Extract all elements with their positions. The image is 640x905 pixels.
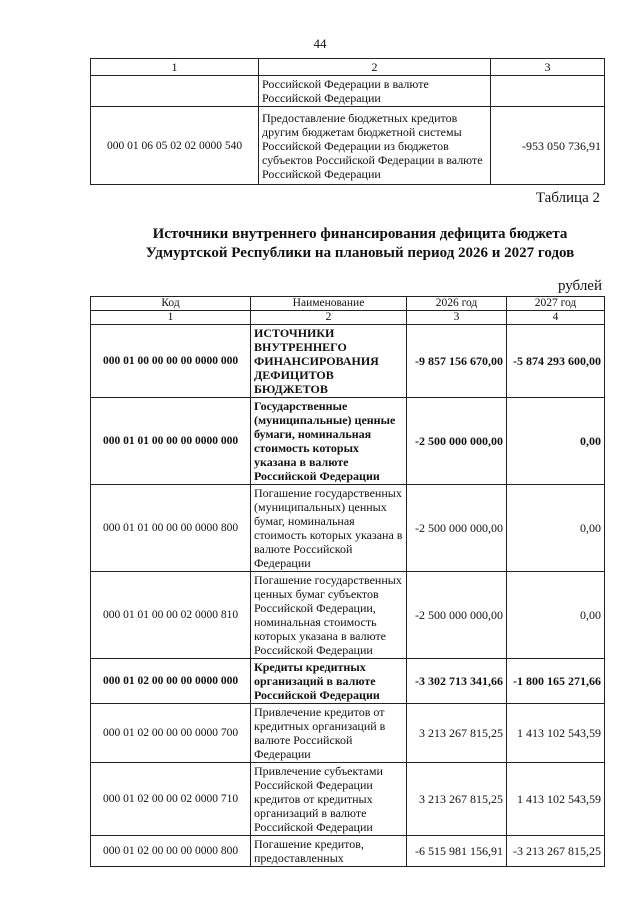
name-cell: Привлечение кредитов от кредитных организаций в валюте Российской Федерации	[251, 704, 407, 763]
value-2026: -2 500 000 000,00	[407, 572, 507, 659]
name-cell: Российской Федерации в валюте Российской Федерации	[259, 76, 491, 107]
value-2026: 3 213 267 815,25	[407, 763, 507, 836]
continued-table	[90, 58, 605, 185]
table-row	[91, 763, 605, 836]
table-title	[100, 225, 620, 263]
code-cell: 000 01 01 00 00 00 0000 000	[91, 398, 251, 485]
table-row	[91, 572, 605, 659]
column-number: 3	[407, 311, 507, 325]
name-cell: Привлечение субъектами Российской Федерации кредитов от кредитных организаций в валюте Российской Федерации	[251, 763, 407, 836]
value-2027: -1 800 165 271,66	[507, 659, 605, 704]
value-2027: 0,00	[507, 398, 605, 485]
name-cell: Погашение государственных ценных бумаг субъектов Российской Федерации, номинальная стоимость которых указана в валюте Российской Федерации	[251, 572, 407, 659]
code-cell: 000 01 01 00 00 02 0000 810	[91, 572, 251, 659]
value-2026: -2 500 000 000,00	[407, 398, 507, 485]
code-cell	[91, 76, 259, 107]
unit-label: рублей	[557, 278, 602, 294]
name-cell: Погашение государственных (муниципальных) ценных бумаг, номинальная стоимость которых указана в валюте Российской Федерации	[251, 485, 407, 572]
value-2027: -5 874 293 600,00	[507, 325, 605, 398]
table-row	[91, 76, 605, 107]
value-cell: -953 050 736,91	[491, 107, 605, 185]
table-row	[91, 107, 605, 185]
table-row	[91, 398, 605, 485]
table-row	[91, 836, 605, 867]
header-cell: 2	[259, 59, 491, 76]
page-number: 44	[313, 36, 327, 51]
header-cell: 3	[491, 59, 605, 76]
title-line: Удмуртской Республики на плановый период 2026 и 2027 годов	[145, 245, 575, 261]
name-cell: Погашение кредитов, предоставленных	[251, 836, 407, 867]
table-label: Таблица 2	[535, 190, 600, 206]
column-number: 4	[507, 311, 605, 325]
value-2026: -2 500 000 000,00	[407, 485, 507, 572]
header-cell: Код	[91, 297, 251, 311]
value-2027: 0,00	[507, 572, 605, 659]
header-cell: Наименование	[251, 297, 407, 311]
financing-sources-table	[90, 296, 605, 867]
value-2026: -9 857 156 670,00	[407, 325, 507, 398]
value-2027: -3 213 267 815,25	[507, 836, 605, 867]
code-cell: 000 01 00 00 00 00 0000 000	[91, 325, 251, 398]
value-2026: 3 213 267 815,25	[407, 704, 507, 763]
name-cell: Государственные (муниципальные) ценные бумаги, номинальная стоимость которых указана в валюте Российской Федерации	[251, 398, 407, 485]
code-cell: 000 01 02 00 00 02 0000 710	[91, 763, 251, 836]
value-2027: 1 413 102 543,59	[507, 763, 605, 836]
name-cell: Кредиты кредитных организаций в валюте Российской Федерации	[251, 659, 407, 704]
value-2027: 1 413 102 543,59	[507, 704, 605, 763]
header-cell: 2027 год	[507, 297, 605, 311]
title-line: Источники внутреннего финансирования дефицита бюджета	[152, 226, 568, 242]
header-cell: 1	[91, 59, 259, 76]
value-2027: 0,00	[507, 485, 605, 572]
table-row	[91, 325, 605, 398]
column-number-row	[91, 311, 605, 325]
value-2026: -6 515 981 156,91	[407, 836, 507, 867]
code-cell: 000 01 01 00 00 00 0000 800	[91, 485, 251, 572]
column-number: 1	[91, 311, 251, 325]
column-number: 2	[251, 311, 407, 325]
code-cell: 000 01 02 00 00 00 0000 700	[91, 704, 251, 763]
header-cell: 2026 год	[407, 297, 507, 311]
code-cell: 000 01 02 00 00 00 0000 000	[91, 659, 251, 704]
value-2026: -3 302 713 341,66	[407, 659, 507, 704]
value-cell	[491, 76, 605, 107]
table-header-row	[91, 59, 605, 76]
table-row	[91, 659, 605, 704]
name-cell: ИСТОЧНИКИ ВНУТРЕННЕГО ФИНАНСИРОВАНИЯ ДЕФИЦИТОВ БЮДЖЕТОВ	[251, 325, 407, 398]
table-row	[91, 704, 605, 763]
code-cell: 000 01 02 00 00 00 0000 800	[91, 836, 251, 867]
table-row	[91, 485, 605, 572]
code-cell: 000 01 06 05 02 02 0000 540	[91, 107, 259, 185]
table-header-row	[91, 297, 605, 311]
name-cell: Предоставление бюджетных кредитов другим бюджетам бюджетной системы Российской Федерации из бюджетов субъектов Российской Федерации в валюте Российской Федерации	[259, 107, 491, 185]
